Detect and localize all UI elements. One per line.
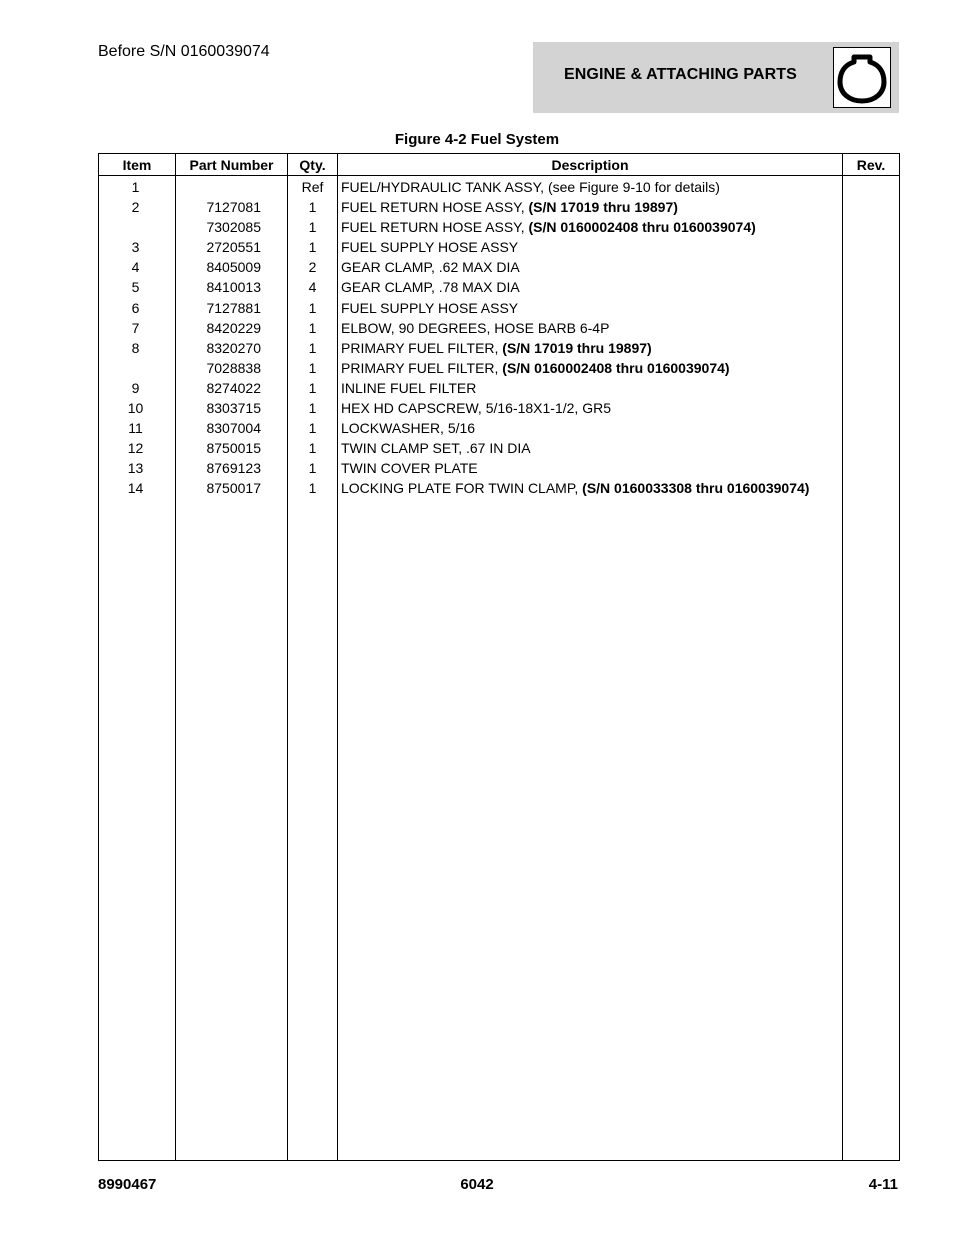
row-description <box>338 197 842 217</box>
parts-table <box>98 153 900 1161</box>
qty-column <box>288 176 338 1161</box>
row-description-text: HEX HD CAPSCREW, 5/16-18X1-1/2, GR5 <box>341 400 611 417</box>
row-qty: Ref <box>301 179 324 195</box>
row-rev <box>843 358 899 378</box>
row-description <box>338 398 842 418</box>
row-description <box>338 217 842 237</box>
column-header-description: Description <box>338 154 843 176</box>
row-part-number: 2720551 <box>206 239 261 256</box>
row-rev <box>843 418 899 438</box>
row-description-text: TWIN COVER PLATE <box>341 460 478 477</box>
row-description-text: LOCKING PLATE FOR TWIN CLAMP, <box>341 480 583 497</box>
row-item-number: 6 <box>131 299 140 316</box>
row-qty: 1 <box>308 239 317 256</box>
row-part-number: 7127081 <box>206 199 261 216</box>
row-description-text: INLINE FUEL FILTER <box>341 379 477 396</box>
row-item-number: 13 <box>127 460 144 477</box>
part-number-column <box>176 176 288 1161</box>
row-item-number: 10 <box>127 400 144 417</box>
row-description-text: FUEL SUPPLY HOSE ASSY <box>341 299 519 316</box>
row-part-number: 8320270 <box>206 339 261 356</box>
row-qty: 1 <box>308 199 317 216</box>
row-part-number: 7302085 <box>206 219 261 236</box>
row-qty: 1 <box>308 339 317 356</box>
row-item-number: 12 <box>127 440 144 457</box>
row-item-number: 11 <box>128 420 143 437</box>
row-rev <box>843 298 899 318</box>
row-description-text: PRIMARY FUEL FILTER, <box>341 339 503 356</box>
row-rev <box>843 257 899 277</box>
row-rev <box>843 438 899 458</box>
row-serial-range-note: (S/N 0160002408 thru 0160039074) <box>502 359 730 376</box>
rev-column <box>843 176 900 1161</box>
row-description-text: LOCKWASHER, 5/16 <box>341 420 476 437</box>
row-description-text: FUEL RETURN HOSE ASSY, <box>341 219 529 236</box>
table-body <box>99 176 900 1161</box>
row-rev <box>843 237 899 257</box>
row-description <box>338 237 842 257</box>
section-title: ENGINE & ATTACHING PARTS <box>564 66 797 83</box>
row-part-number: 8303715 <box>206 400 261 417</box>
row-rev <box>843 458 899 478</box>
column-header-rev: Rev. <box>843 154 900 176</box>
row-qty: 4 <box>308 279 317 296</box>
row-item-number: 8 <box>131 339 140 356</box>
row-rev <box>843 318 899 338</box>
description-column <box>338 176 843 1161</box>
row-item-number: 5 <box>131 279 140 296</box>
row-rev <box>843 197 899 217</box>
row-description-text: FUEL RETURN HOSE ASSY, <box>341 199 529 216</box>
figure-title: Figure 4-2 Fuel System <box>394 131 560 148</box>
engine-icon <box>833 47 891 108</box>
row-qty: 1 <box>308 299 317 316</box>
row-qty: 2 <box>308 259 317 276</box>
row-part-number: 8405009 <box>206 259 261 276</box>
row-part-number: 8420229 <box>206 319 261 336</box>
row-description-text: GEAR CLAMP, .78 MAX DIA <box>341 279 520 296</box>
row-rev <box>843 177 899 197</box>
row-description <box>338 257 842 277</box>
row-part-number <box>176 177 287 197</box>
row-description-text: TWIN CLAMP SET, .67 IN DIA <box>341 440 531 457</box>
row-serial-range-note: (S/N 0160002408 thru 0160039074) <box>528 219 756 236</box>
row-description-text: GEAR CLAMP, .62 MAX DIA <box>341 259 520 276</box>
row-item-number <box>99 358 175 378</box>
footer-model: 6042 <box>460 1176 494 1193</box>
row-description-text: PRIMARY FUEL FILTER, <box>341 359 503 376</box>
row-serial-range-note: (S/N 0160033308 thru 0160039074) <box>582 480 810 497</box>
row-serial-range-note: (S/N 17019 thru 19897) <box>528 199 678 216</box>
table-header-row <box>99 154 900 176</box>
row-rev <box>843 478 899 498</box>
row-description <box>338 298 842 318</box>
row-item-number <box>99 217 175 237</box>
row-item-number: 14 <box>127 480 144 497</box>
row-serial-range-note: (S/N 17019 thru 19897) <box>502 339 652 356</box>
row-rev <box>843 217 899 237</box>
row-description <box>338 418 842 438</box>
serial-number-note: Before S/N 0160039074 <box>98 43 270 60</box>
row-description <box>338 478 842 498</box>
column-header-item: Item <box>99 154 176 176</box>
column-header-part-number: Part Number <box>176 154 288 176</box>
row-rev <box>843 277 899 297</box>
row-qty: 1 <box>308 480 317 497</box>
row-rev <box>843 398 899 418</box>
row-description <box>338 458 842 478</box>
row-rev <box>843 378 899 398</box>
row-part-number: 8274022 <box>206 379 261 396</box>
footer-page-number: 4-11 <box>868 1176 898 1193</box>
row-item-number: 1 <box>131 179 140 195</box>
row-description <box>338 358 842 378</box>
row-qty: 1 <box>308 379 317 396</box>
row-rev <box>843 338 899 358</box>
column-header-qty: Qty. <box>288 154 338 176</box>
row-description-text: FUEL/HYDRAULIC TANK ASSY, (see Figure 9-10 for details) <box>341 179 720 195</box>
row-part-number: 7028838 <box>206 359 261 376</box>
row-description-text: FUEL SUPPLY HOSE ASSY <box>341 239 519 256</box>
row-description <box>338 177 842 197</box>
row-qty: 1 <box>308 420 317 437</box>
row-description <box>338 338 842 358</box>
row-description <box>338 277 842 297</box>
row-qty: 1 <box>308 400 317 417</box>
row-part-number: 8750015 <box>206 440 261 457</box>
row-part-number: 8410013 <box>206 279 261 296</box>
row-qty: 1 <box>308 440 317 457</box>
row-description <box>338 318 842 338</box>
row-item-number: 3 <box>131 239 140 256</box>
row-item-number: 4 <box>131 259 140 276</box>
row-item-number: 9 <box>131 379 140 396</box>
row-item-number: 7 <box>131 319 140 336</box>
row-qty: 1 <box>308 219 317 236</box>
row-item-number: 2 <box>131 199 140 216</box>
footer-doc-number: 8990467 <box>98 1176 157 1193</box>
row-qty: 1 <box>308 359 317 376</box>
section-header <box>533 42 899 113</box>
row-qty: 1 <box>308 319 317 336</box>
row-part-number: 8750017 <box>206 480 261 497</box>
row-part-number: 8769123 <box>206 460 261 477</box>
row-qty: 1 <box>308 460 317 477</box>
row-part-number: 8307004 <box>206 420 261 437</box>
row-description <box>338 438 842 458</box>
row-description <box>338 378 842 398</box>
item-column <box>99 176 176 1161</box>
row-description-text: ELBOW, 90 DEGREES, HOSE BARB 6-4P <box>341 319 610 336</box>
row-part-number: 7127881 <box>206 299 261 316</box>
